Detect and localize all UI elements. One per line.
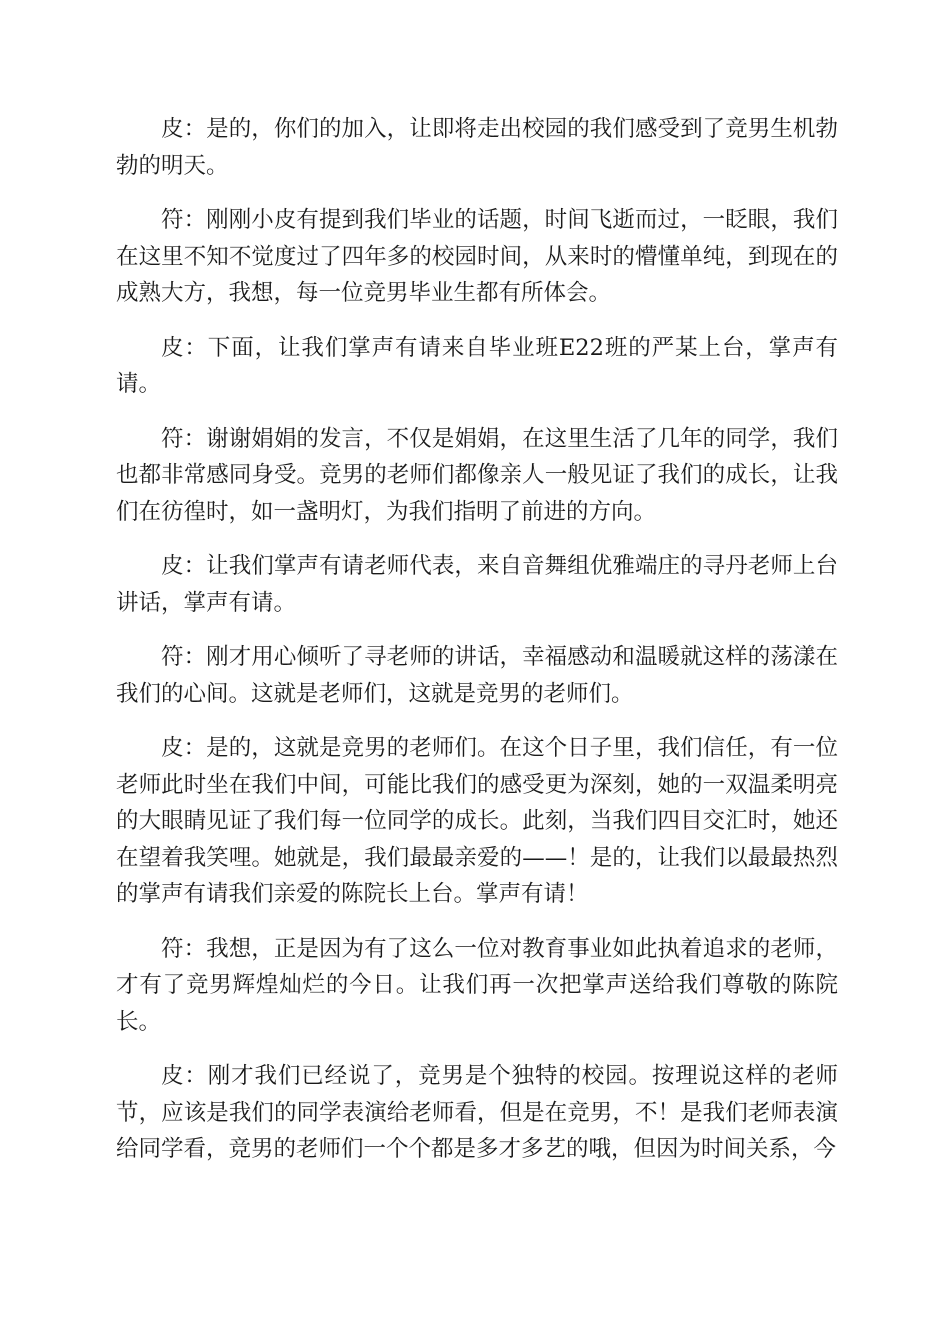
document-body — [116, 111, 838, 1186]
paragraph-1: 皮：是的，你们的加入，让即将走出校园的我们感受到了竞男生机勃勃的明天。 — [116, 116, 838, 179]
paragraph-5: 皮：让我们掌声有请老师代表，来自音舞组优雅端庄的寻丹老师上台讲话，掌声有请。 — [116, 553, 838, 616]
paragraph-2: 符：刚刚小皮有提到我们毕业的话题，时间飞逝而过，一眨眼，我们在这里不知不觉度过了四年多的校园时间，从来时的懵懂单纯，到现在的成熟大方，我想，每一位竞男毕业生都有所体会。 — [116, 207, 838, 306]
paragraph-3: 皮：下面，让我们掌声有请来自毕业班E22班的严某上台，掌声有请。 — [116, 334, 838, 397]
paragraph-8: 符：我想，正是因为有了这么一位对教育事业如此执着追求的老师，才有了竞男辉煌灿烂的今日。让我们再一次把掌声送给我们尊敬的陈院长。 — [116, 935, 838, 1035]
paragraph-6: 符：刚才用心倾听了寻老师的讲话，幸福感动和温暖就这样的荡漾在我们的心间。这就是老师们，这就是竞男的老师们。 — [116, 644, 838, 707]
paragraph-4: 符：谢谢娟娟的发言，不仅是娟娟，在这里生活了几年的同学，我们也都非常感同身受。竞男的老师们都像亲人一般见证了我们的成长，让我们在彷徨时，如一盏明灯，为我们指明了前进的方向。 — [116, 425, 838, 525]
paragraph-7: 皮：是的，这就是竞男的老师们。在这个日子里，我们信任，有一位老师此时坐在我们中间，可能比我们的感受更为深刻，她的一双温柔明亮的大眼睛见证了我们每一位同学的成长。此刻，当我们四目交汇时，她还在望着我笑哩。她就是，我们最最亲爱的——！是的，让我们以最最热烈的掌声有请我们亲爱的陈院长上台。掌声有请！ — [116, 735, 838, 907]
paragraph-9: 皮：刚才我们已经说了，竞男是个独特的校园。按理说这样的老师节，应该是我们的同学表演给老师看，但是在竞男，不！是我们老师表演给同学看，竞男的老师们一个个都是多才多艺的哦，但因为时间关系，今 — [116, 1063, 838, 1162]
